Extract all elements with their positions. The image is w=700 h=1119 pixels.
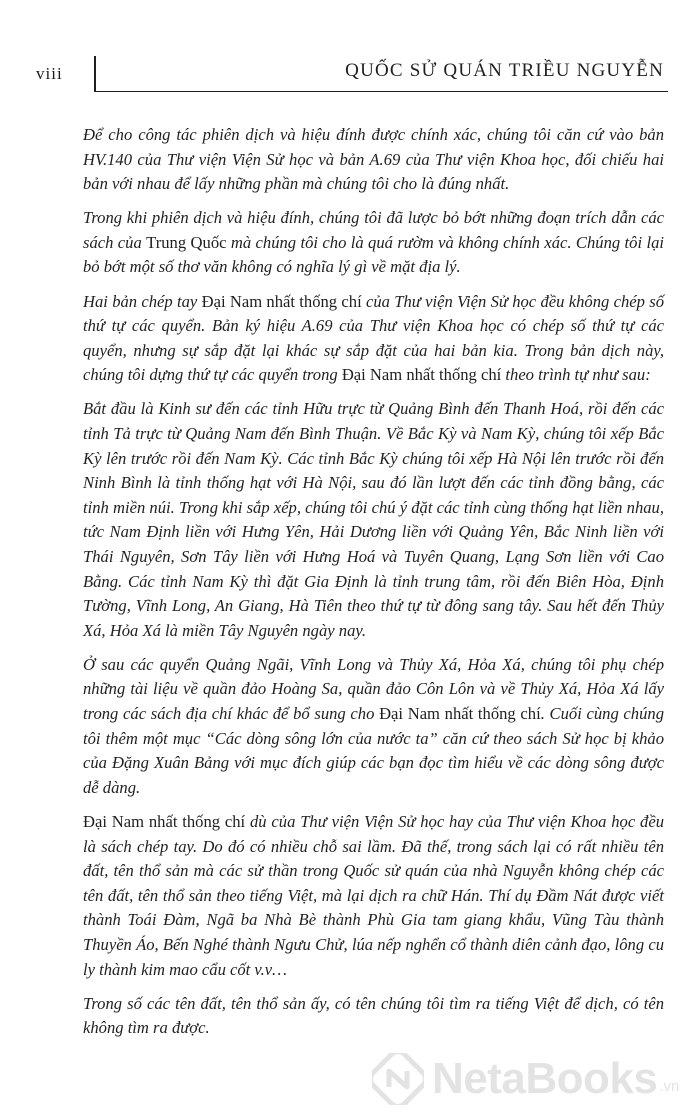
paragraph <box>83 992 664 1041</box>
paragraph <box>83 397 664 643</box>
running-title: QUỐC SỬ QUÁN TRIỀU NGUYỄN <box>345 60 664 81</box>
text-run: Trong số các tên đất, tên thổ sản ấy, có tên chúng tôi tìm ra tiếng Việt để dịch, có tên không tìm ra được. <box>83 993 664 1038</box>
page-number: viii <box>36 64 63 83</box>
text-run: Ở sau các quyển Quảng Ngãi, Vĩnh Long và Thủy Xá, Hỏa Xá, chúng tôi phụ chép những tài liệu về quần đảo Hoàng Sa, quần đảo Côn Lôn và về Thủy Xá, Hỏa Xá lấy trong các sách địa chí khác để bổ sung cho <box>83 654 664 724</box>
text-run: theo trình tự như sau: <box>501 365 651 385</box>
title-run: Đại Nam nhất thống chí <box>379 704 541 724</box>
text-run: Trong khi phiên dịch và hiệu đính, chúng tôi đã lược bỏ bớt những đoạn trích dẫn các sách của <box>83 208 664 252</box>
title-run: Đại Nam nhất thống chí <box>201 291 362 311</box>
paragraph <box>83 653 664 801</box>
watermark-brand: NetaBooks <box>432 1054 658 1103</box>
text-run: của Thư viện Viện Sử học đều không chép số thứ tự các quyển. Bản ký hiệu A.69 của Thư viện Khoa học có chép số thứ tự các quyển, nhưng sự sắp đặt lại khác sự sắp đặt của hai bản kia. Trong bản dịch này, chúng tôi dựng thứ tự các quyển trong <box>83 291 664 385</box>
body-text <box>83 123 664 1050</box>
text-run: dù của Thư viện Viện Sử học hay của Thư viện Khoa học đều là sách chép tay. Do đó có nhiều chỗ sai lầm. Đã thế, trong sách lại có rất nhiều tên đất, tên thổ sản mà các sử thần trong Quốc sử quán của nhà Nguyễn không chép các tên đất, tên thổ sản theo tiếng Việt, mà lại dịch ra chữ Hán. Thí dụ Đầm Nát được viết thành Toái Đàm, Ngã ba Nhà Bè thành Phù Gia tam giang khẩu, Vũng Tàu thành Thuyền Áo, Bến Nghé thành Ngưu Chử, lúa nếp nghển cổ thành diên cảnh đạo, lông cu ly thành kim mao cẩu cốt v.v… <box>83 811 664 979</box>
text-run: Để cho công tác phiên dịch và hiệu đính được chính xác, chúng tôi căn cứ vào bản HV.140 của Thư viện Viện Sử học và bản A.69 của Thư viện Khoa học, đối chiếu hai bản với nhau để lấy những phần mà chúng tôi cho là đúng nhất. <box>83 125 664 194</box>
header-vertical-bar <box>94 56 96 92</box>
page-header <box>0 0 700 100</box>
netabooks-logo-icon <box>372 1053 424 1105</box>
header-rule <box>94 91 668 92</box>
watermark-suffix: .vn <box>659 1077 680 1095</box>
text-run: Bắt đầu là Kinh sư đến các tỉnh Hữu trực từ Quảng Bình đến Thanh Hoá, rồi đến các tỉnh Tả trực từ Quảng Nam đến Bình Thuận. Về Bắc Kỳ và Nam Kỳ, chúng tôi xếp Bắc Kỳ lên trước rồi đến Nam Kỳ. Các tỉnh Bắc Kỳ chúng tôi xếp Hà Nội lên trước rồi đến Ninh Bình là tỉnh thống hạt với Hà Nội, sau đó lần lượt đến các tỉnh đồng bằng, các tỉnh miền núi. Trong khi sắp xếp, chúng tôi chú ý đặt các tỉnh cùng thống hạt liền nhau, tức Nam Định liền với Hưng Yên, Hải Dương liền với Quảng Yên, Bắc Ninh liền với Thái Nguyên, Sơn Tây liền với Hưng Hoá và Tuyên Quang, Lạng Sơn liền với Cao Bằng. Các tỉnh Nam Kỳ thì đặt Gia Định là tỉnh trung tâm, rồi đến Biên Hòa, Định Tường, Vĩnh Long, An Giang, Hà Tiên theo thứ tự từ đông sang tây. Sau hết đến Thủy Xá, Hỏa Xá là miền Tây Nguyên ngày nay. <box>83 399 664 640</box>
title-run: Đại Nam nhất thống chí <box>341 365 502 385</box>
paragraph <box>83 810 664 982</box>
watermark <box>372 1049 692 1109</box>
text-run: . Cuối cùng chúng tôi thêm một mục “Các dòng sông lớn của nước ta” căn cứ theo sách Sử học bị khảo của Đặng Xuân Bảng với mục đích giúp các bạn đọc tìm hiểu về các dòng sông được dễ dàng. <box>83 704 664 797</box>
paragraph <box>83 123 664 197</box>
title-run: Đại Nam nhất thống chí <box>83 811 246 831</box>
title-run: Trung Quốc <box>146 232 227 252</box>
paragraph <box>83 290 664 388</box>
paragraph <box>83 206 664 280</box>
text-run: Hai bản chép tay <box>83 291 202 311</box>
text-run: mà chúng tôi cho là quá rườm và không chính xác. Chúng tôi lại bỏ bớt một số thơ văn không có nghĩa lý gì về mặt địa lý. <box>83 232 664 277</box>
